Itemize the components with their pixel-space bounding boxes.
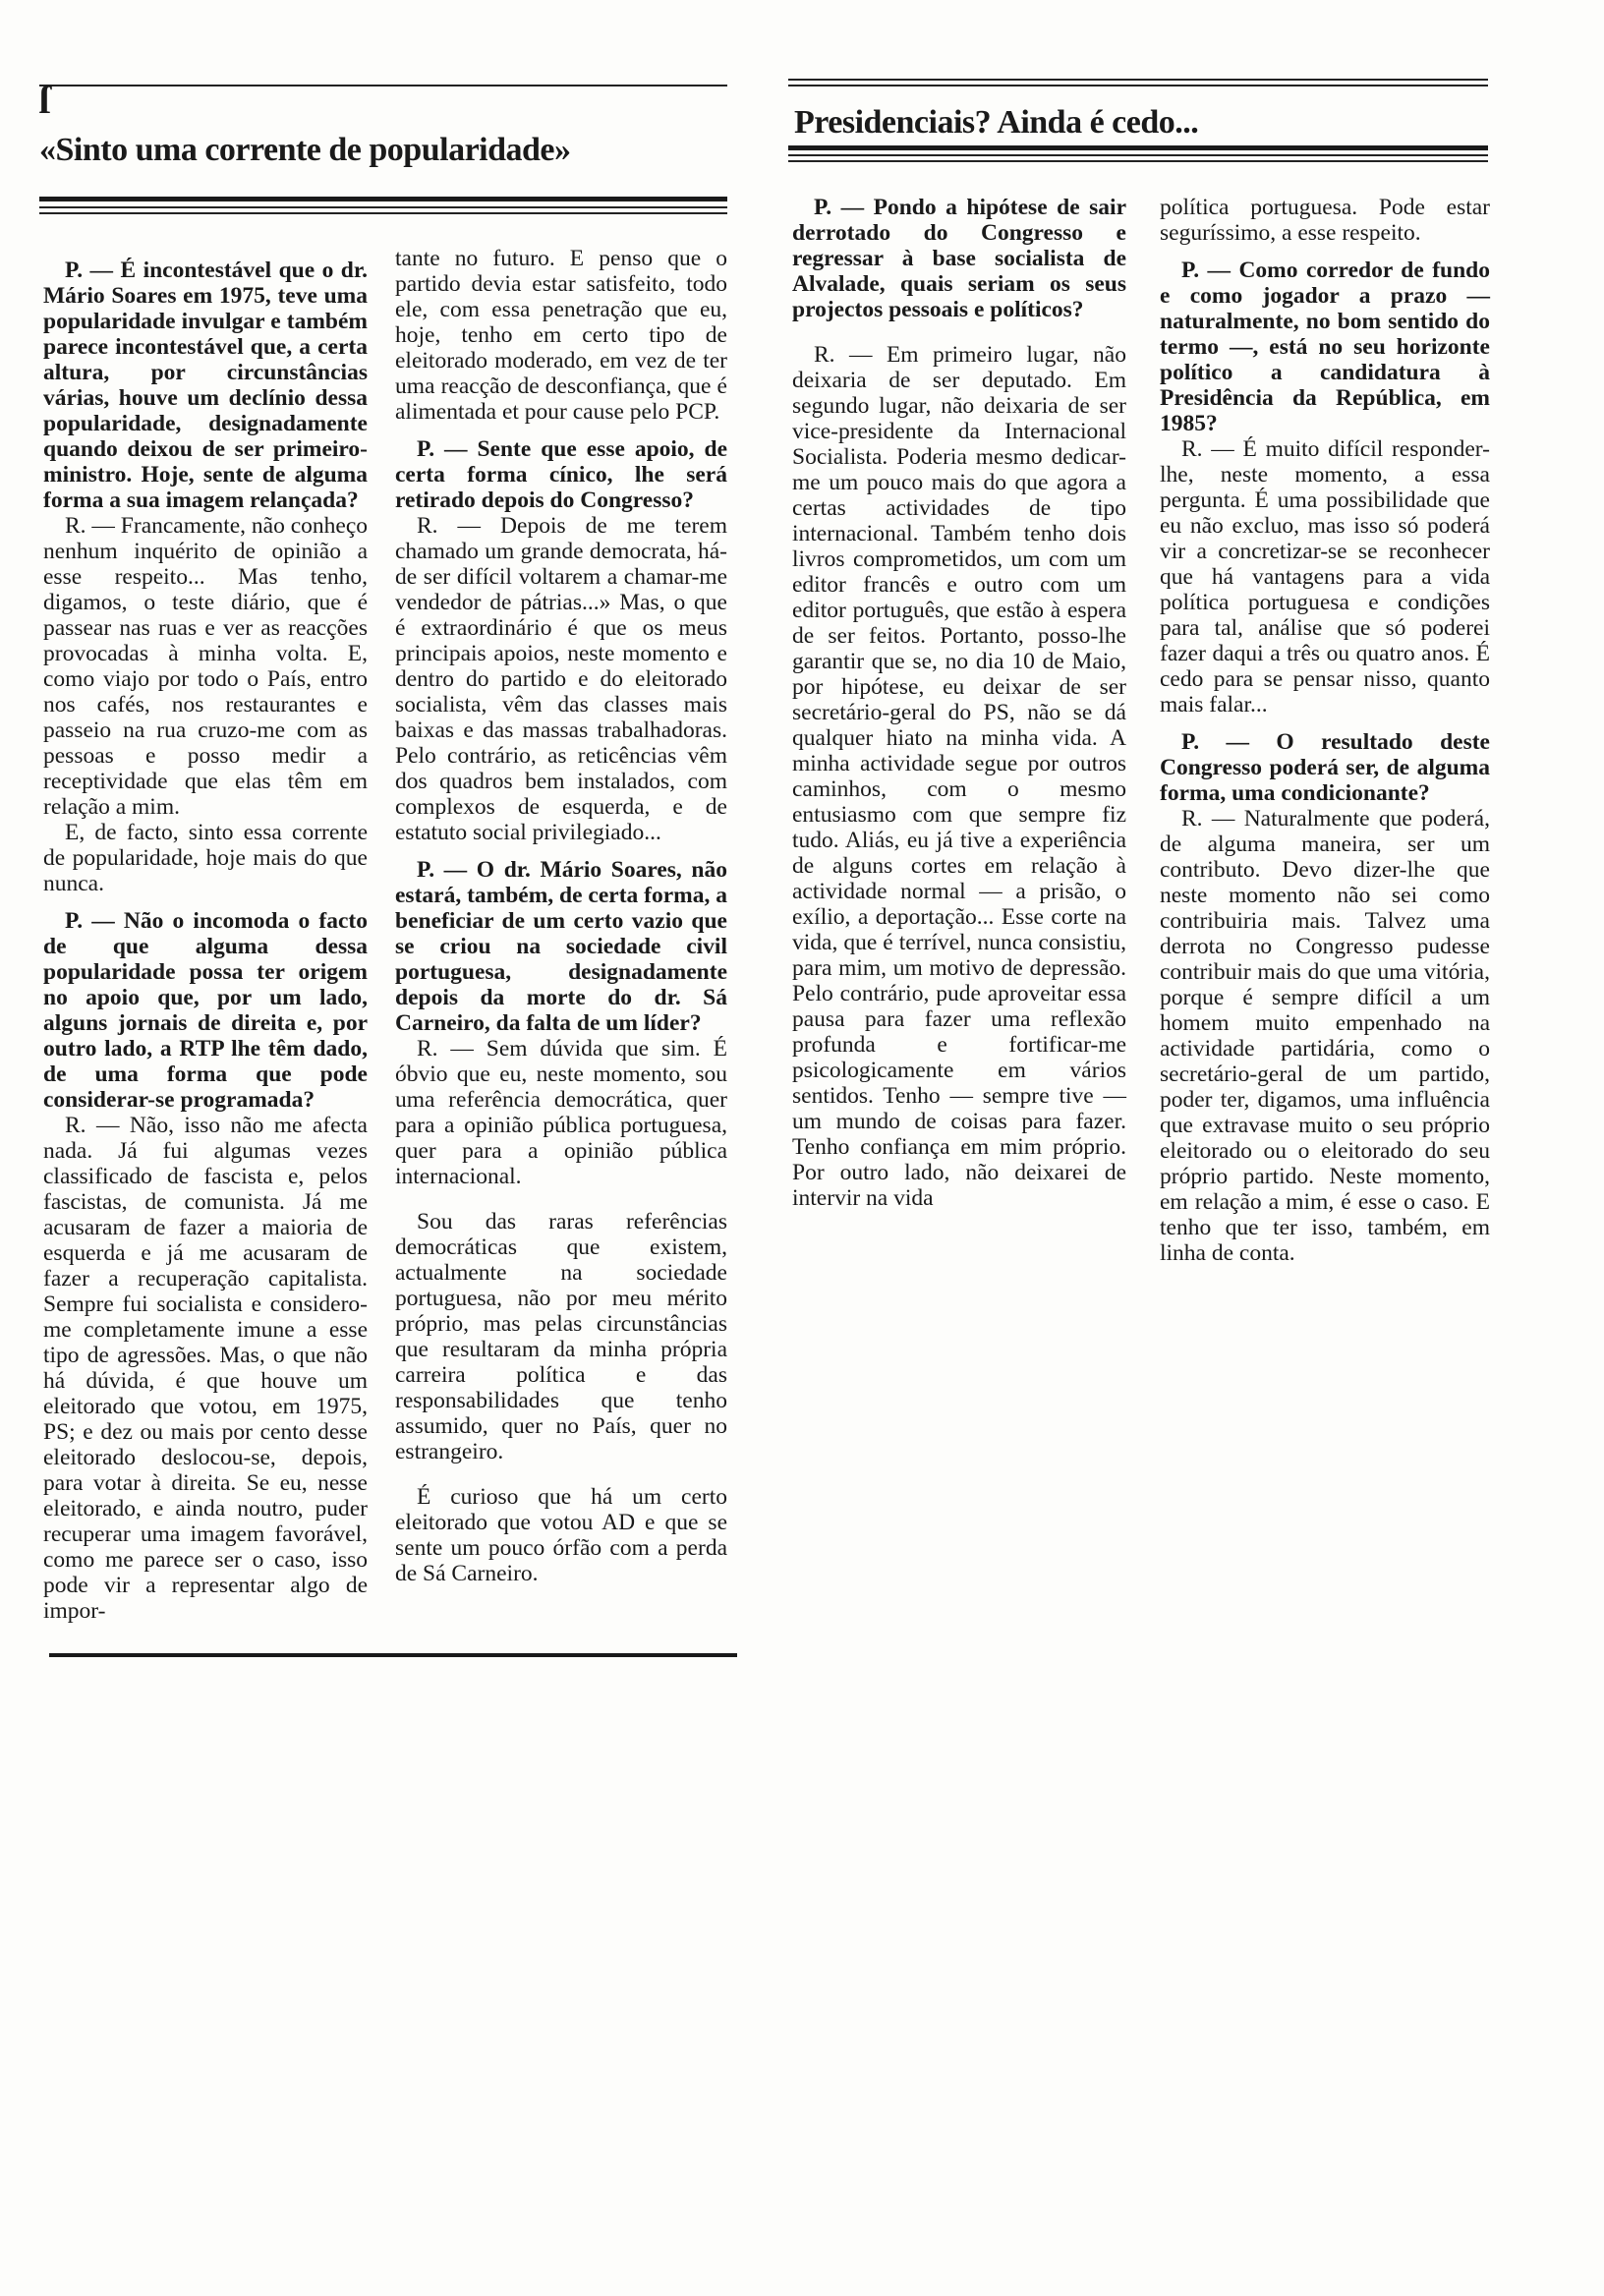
left-bottom-rule: [49, 1653, 737, 1657]
left-article-title: «Sinto uma corrente de popularidade»: [39, 132, 571, 168]
right-title-rule-thin2: [788, 160, 1488, 162]
right-title-rule-thin: [788, 154, 1488, 156]
left-title-rule-thin: [39, 206, 727, 208]
right-article-column-2: [1160, 195, 1490, 1266]
answer-paragraph: política portuguesa. Pode estar seguríssimo, a esse respeito.: [1160, 195, 1490, 246]
answer-paragraph: R. — Em primeiro lugar, não deixaria de ser deputado. Em segundo lugar, não deixaria de ser vice-presidente da Internacional Socialista. Poderia mesmo dedicar-me um pouco mais do que agora a certas actividades de tipo internacional. Também tenho dois livros comprometidos, um com um editor francês e outro com um editor português, que estão à espera de ser feitos. Portanto, posso-lhe garantir que se, no dia 10 de Maio, por hipótese, eu deixar de ser secretário-geral do PS, não se dá qualquer hiato na minha vida. A minha actividade segue por outros caminhos, com o mesmo entusiasmo com que sempre fiz tudo. Aliás, eu já tive a experiência de alguns cortes em relação à actividade normal — a prisão, o exílio, a deportação... Esse corte na vida, que é terrível, nunca consistiu, para mim, um motivo de depressão. Pelo contrário, pude aproveitar essa pausa para fazer uma reflexão profunda e fortificar-me psicologicamente em vários sentidos. Tenho — sempre tive — um mundo de coisas para fazer. Tenho confiança em mim próprio. Por outro lado, não deixarei de intervir na vida: [792, 342, 1126, 1211]
left-title-rule-thin2: [39, 212, 727, 214]
right-top-rule: [788, 79, 1488, 81]
answer-paragraph: R. — Depois de me terem chamado um grande democrata, há-de ser difícil voltarem a chamar-me vendedor de pátrias...» Mas, o que é extraordinário é que os meus principais apoios, neste momento e dentro do partido e do eleitorado socialista, vêm das classes mais baixas e das massas trabalhadoras. Pelo contrário, as reticências vêm dos quadros bem instalados, com complexos de esquerda, e de estatuto social privilegiado...: [395, 513, 727, 845]
answer-paragraph: É curioso que há um certo eleitorado que votou AD e que se sente um pouco órfão com a perda de Sá Carneiro.: [395, 1484, 727, 1586]
question-paragraph: P. — Pondo a hipótese de sair derrotado do Congresso e regressar à base socialista de Alvalade, quais seriam os seus projectos pessoais e políticos?: [792, 195, 1126, 322]
left-top-rule: [39, 85, 727, 86]
question-paragraph: P. — Não o incomoda o facto de que alguma dessa popularidade possa ter origem no apoio que, por um lado, alguns jornais de direita e, por outro lado, a RTP lhe têm dado, de uma forma que pode considerar-se programada?: [43, 908, 368, 1113]
right-article-column-1: [792, 195, 1126, 1211]
right-top-rule2: [788, 85, 1488, 86]
question-paragraph: P. — O resultado deste Congresso poderá ser, de alguma forma, uma condicionante?: [1160, 729, 1490, 806]
question-paragraph: P. — Sente que esse apoio, de certa forma cínico, lhe será retirado depois do Congresso?: [395, 436, 727, 513]
answer-paragraph: R. — Sem dúvida que sim. É óbvio que eu, neste momento, sou uma referência democrática, quer para a opinião pública portuguesa, quer para a opinião pública internacional.: [395, 1036, 727, 1189]
answer-paragraph: R. — Não, isso não me afecta nada. Já fui algumas vezes classificado de fascista e, pelos fascistas, de comunista. Já me acusaram de fazer a maioria de esquerda e já me acusaram de fazer a recuperação capitalista. Sempre fui socialista e considero-me completamente imune a esse tipo de agressões. Mas, o que não há dúvida, é que houve um eleitorado que votou, em 1975, PS; e dez ou mais por cento desse eleitorado deslocou-se, depois, para votar à direita. Se eu, nesse eleitorado, e ainda noutro, puder recuperar uma imagem favorável, como me parece ser o caso, isso pode vir a representar algo de impor-: [43, 1113, 368, 1624]
answer-paragraph: E, de facto, sinto essa corrente de popularidade, hoje mais do que nunca.: [43, 820, 368, 896]
right-title-rule-thick: [788, 145, 1488, 150]
answer-paragraph: tante no futuro. E penso que o partido devia estar satisfeito, todo ele, com essa penetração que eu, hoje, tenho em certo tipo de eleitorado moderado, em vez de ter uma reacção de desconfiança, que é alimentada et pour cause pelo PCP.: [395, 246, 727, 425]
question-paragraph: P. — O dr. Mário Soares, não estará, também, de certa forma, a beneficiar de um certo vazio que se criou na sociedade civil portuguesa, designadamente depois da morte do dr. Sá Carneiro, da falta de um líder?: [395, 857, 728, 1036]
answer-paragraph: R. — Naturalmente que poderá, de alguma maneira, ser um contributo. Devo dizer-lhe que neste momento não sei como contribuiria mais. Talvez uma derrota no Congresso pudesse contribuir mais do que uma vitória, porque é sempre difícil a um homem muito empenhado na actividade partidária, como o secretário-geral de um partido, poder ter, digamos, uma influência que extravase muito o seu próprio eleitorado ou o eleitorado do seu próprio partido. Neste momento, em relação a mim, é esse o caso. E tenho que ter isso, também, em linha de conta.: [1160, 806, 1490, 1266]
answer-paragraph: R. — É muito difícil responder-lhe, neste momento, a essa pergunta. É uma possibilidade que eu não excluo, mas isso só poderá vir a concretizar-se se reconhecer que há vantagens para a vida política portuguesa e condições para tal, análise que só poderei fazer daqui a três ou quatro anos. É cedo para se pensar nisso, quanto mais falar...: [1160, 436, 1490, 718]
question-paragraph: P. — Como corredor de fundo e como jogador a prazo — naturalmente, no bom sentido do termo —, está no seu horizonte político a candidatura à Presidência da República, em 1985?: [1160, 258, 1490, 436]
column-marker: ſ: [39, 78, 51, 122]
question-paragraph: P. — É incontestável que o dr. Mário Soares em 1975, teve uma popularidade invulgar e também parece incontestável que, a certa altura, por circunstâncias várias, houve um declínio dessa popularidade, designadamente quando deixou de ser primeiro-ministro. Hoje, sente de alguma forma a sua imagem relançada?: [43, 258, 368, 513]
answer-paragraph: Sou das raras referências democráticas que existem, actualmente na sociedade portuguesa, não por meu mérito próprio, mas pelas circunstâncias que resultaram da minha própria carreira política e das responsabilidades que tenho assumido, quer no País, quer no estrangeiro.: [395, 1209, 727, 1464]
right-article-title: Presidenciais? Ainda é cedo...: [794, 104, 1199, 141]
answer-paragraph: R. — Francamente, não conheço nenhum inquérito de opinião a esse respeito... Mas tenho, digamos, o teste diário, que é passear nas ruas e ver as reacções provocadas à minha volta. E, como viajo por todo o País, entro nos cafés, nos restaurantes e passeio na rua cruzo-me com as pessoas e posso medir a receptividade que elas têm em relação a mim.: [43, 513, 369, 820]
left-article-column-2: [395, 246, 727, 1586]
left-title-rule-thick: [39, 197, 727, 201]
left-article-column-1: [43, 258, 368, 1624]
